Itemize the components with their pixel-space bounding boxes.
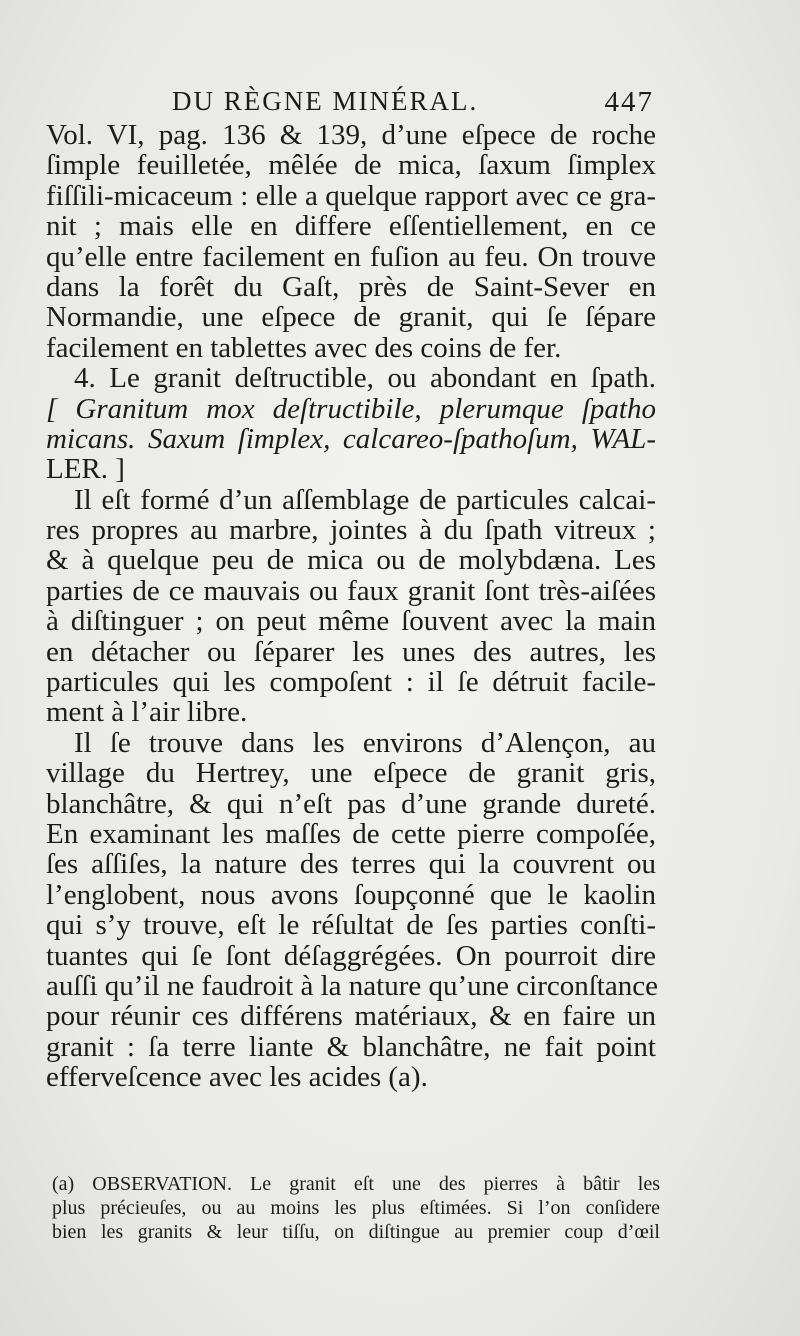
text-line: qui s’y trouve, eſt le réſultat de ſes parties conſti-	[46, 909, 656, 942]
text-line: ſes aſſiſes, la nature des terres qui la couvrent ou	[46, 848, 656, 881]
text-line: dans la forêt du Gaſt, près de Saint-Sever en	[46, 270, 656, 303]
text-line: facilement en tablettes avec des coins de fer.	[46, 331, 562, 364]
latin-name-line: [ Granitum mox deſtructibile, plerumque ſpatho	[46, 392, 656, 425]
body-text	[46, 120, 656, 1093]
text-line: Vol. VI, pag. 136 & 139, d’une eſpece de roche	[46, 119, 656, 151]
text-line: blanchâtre, & qui n’eſt pas d’une grande dureté.	[46, 787, 656, 820]
footnote-line: bien les granits & leur tiſſu, on diſtingue au premier coup d’œil	[52, 1221, 660, 1243]
text-line: auſſi qu’il ne faudroit à la nature qu’une circonſtance	[46, 969, 658, 1002]
page-number: 447	[604, 86, 654, 118]
text-line: pour réunir ces différens matériaux, & en faire un	[46, 1000, 656, 1033]
text-line: res propres au marbre, jointes à du ſpath vitreux ;	[46, 514, 656, 547]
text-line: Normandie, une eſpece de granit, qui ſe ſépare	[46, 301, 656, 334]
text-line: particules qui les compoſent : il ſe détruit facile-	[46, 666, 656, 699]
text-line: ment à l’air libre.	[46, 696, 248, 729]
text-line: En examinant les maſſes de cette pierre compoſée,	[46, 817, 656, 850]
latin-name-line: micans. Saxum ſimplex, calcareo-ſpathoſum, WAL-	[46, 422, 656, 455]
text-line: tuantes qui ſe ſont déſaggrégées. On pourroit dire	[46, 939, 656, 972]
footnote-line: (a) OBSERVATION. Le granit eſt une des pierres à bâtir les	[52, 1173, 660, 1195]
text-line: qu’elle entre facilement en fuſion au feu. On trouve	[46, 240, 656, 273]
text-line: efferveſcence avec les acides (a).	[46, 1061, 428, 1094]
running-title: DU RÈGNE MINÉRAL.	[172, 86, 479, 116]
footnote-line: plus précieuſes, ou au moins les plus eſtimées. Si l’on conſidere	[52, 1197, 660, 1219]
text-line: fiſſili-micaceum : elle a quelque rapport avec ce gra-	[46, 179, 656, 212]
text-line: nit ; mais elle en differe eſſentiellement, en ce	[46, 210, 656, 243]
text-line: & à quelque peu de mica ou de molybdæna. Les	[46, 544, 656, 577]
text-line: l’englobent, nous avons ſoupçonné que le kaolin	[46, 878, 656, 911]
latin-name-line: LER. ]	[46, 453, 125, 486]
text-line: granit : ſa terre liante & blanchâtre, ne fait point	[46, 1030, 656, 1063]
text-line: Il ſe trouve dans les environs d’Alençon, au	[74, 726, 656, 759]
text-line: ſimple feuilletée, mêlée de mica, ſaxum ſimplex	[46, 149, 656, 182]
text-line: parties de ce mauvais ou faux granit ſont très-aiſées	[46, 574, 656, 607]
text-line: village du Hertrey, une eſpece de granit gris,	[46, 757, 656, 790]
section-heading: 4. Le granit deſtructible, ou abondant en ſpath.	[74, 362, 656, 395]
text-line: Il eſt formé d’un aſſemblage de particules calcai-	[74, 483, 656, 516]
footnote	[52, 1172, 660, 1244]
text-line: en détacher ou ſéparer les unes des autres, les	[46, 635, 656, 668]
text-line: à diſtinguer ; on peut même ſouvent avec la main	[46, 605, 656, 638]
